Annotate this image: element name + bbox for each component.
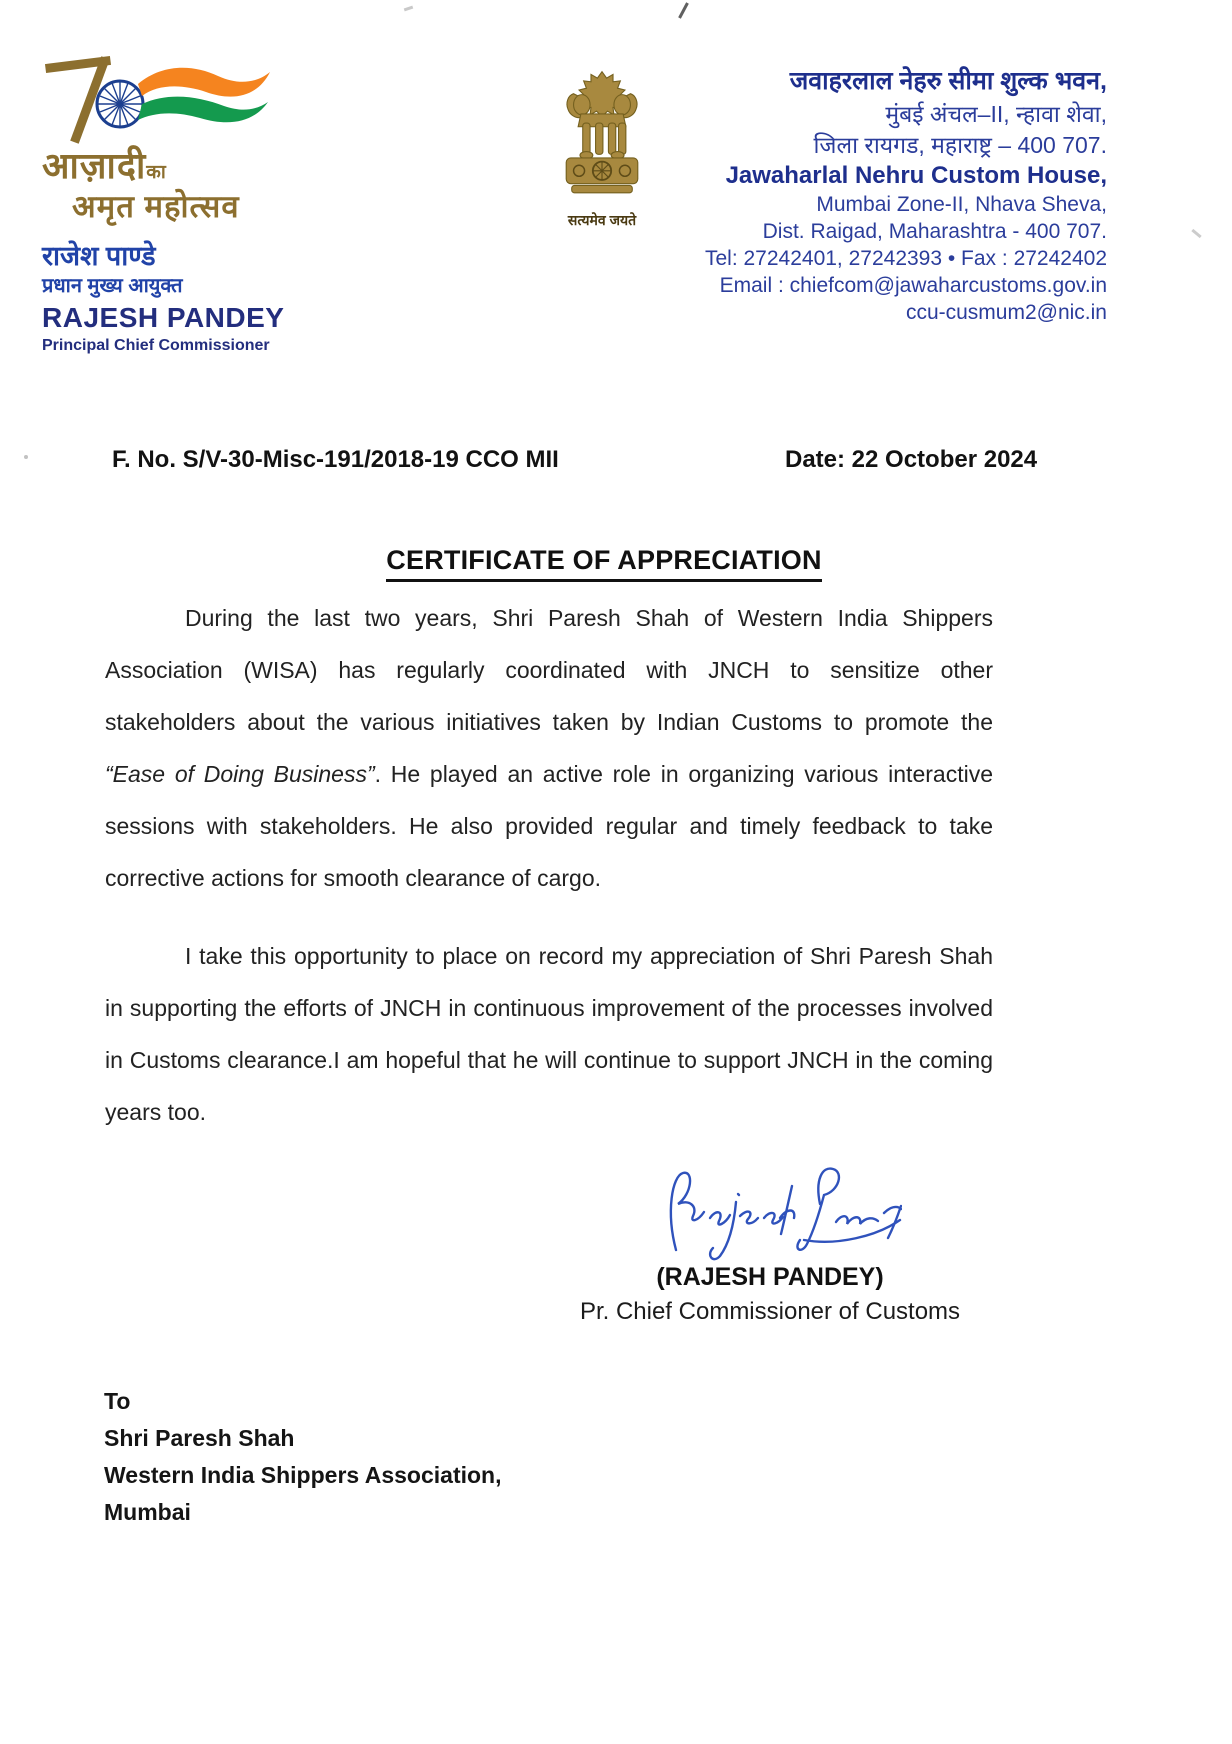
recipient-organisation: Western India Shippers Association, [104,1462,502,1488]
office-zone-english: Mumbai Zone-II, Nhava Sheva, [816,193,1107,216]
office-email: Email : chiefcom@jawaharcustoms.gov.in [719,274,1107,297]
azadi-ka-amrit-mahotsav-logo [42,52,292,223]
body-paragraph-2 [105,930,993,1138]
officer-designation-english: Principal Chief Commissioner [42,337,270,354]
signatory-designation: Pr. Chief Commissioner of Customs [579,1298,961,1325]
office-district-english: Dist. Raigad, Maharashtra - 400 707. [762,220,1107,243]
certificate-title: CERTIFICATE OF APPRECIATION [386,545,821,582]
scan-artifact [678,2,689,18]
para1-text-before: During the last two years, Shri Paresh Shah of Western India Shippers Association (WISA) has regularly coordinated with JNCH to sensitize other stakeholders about the various initiatives taken by Indian Customs to promote the [105,605,993,735]
azadi-word-small: का [146,162,167,183]
office-district-hindi: जिला रायगड, महाराष्ट्र – 400 707. [813,132,1107,158]
emblem-motto: सत्यमेव जयते [567,212,637,228]
office-zone-hindi: मुंबई अंचल–II, न्हावा शेवा, [885,101,1107,127]
recipient-name: Shri Paresh Shah [104,1425,295,1451]
azadi-75-flag-icon [42,52,272,144]
recipient-salutation: To [104,1388,131,1414]
signature-ink [652,1158,902,1268]
letter-date: Date: 22 October 2024 [785,446,1038,473]
office-name-english: Jawaharlal Nehru Custom House, [725,162,1107,189]
scan-artifact [24,455,28,459]
body-paragraph-1 [105,592,993,904]
office-address-block [705,64,1107,326]
scan-artifact [1191,229,1201,238]
officer-name-hindi: राजेश पाण्डे [42,241,156,271]
azadi-text-line2: अमृत महोत्सव [72,189,240,224]
azadi-text-line1 [42,145,292,190]
officer-designation-hindi: प्रधान मुख्य आयुक्त [42,275,183,297]
title-row [160,545,1048,582]
scan-artifact [404,6,413,12]
office-email-2: ccu-cusmum2@nic.in [905,301,1107,324]
officer-name-english: RAJESH PANDEY [42,302,285,333]
para1-text-after: . He played an active role in organizing various interactive sessions with stakeholders. He also provided regular and timely feedback to take corrective actions for smooth clearance of cargo. [105,761,993,891]
signatory-name: (RAJESH PANDEY) [656,1263,884,1291]
file-number: F. No. S/V-30-Misc-191/2018-19 CCO MII [112,446,559,473]
para2-text: I take this opportunity to place on record my appreciation of Shri Paresh Shah in supporting the efforts of JNCH in continuous improvement of the processes involved in Customs clearance.I am hopeful that he will continue to support JNCH in the coming years too. [105,943,993,1125]
state-emblem-of-india [556,68,648,230]
recipient-city: Mumbai [104,1499,191,1525]
office-telephone: Tel: 27242401, 27242393 • Fax : 27242402 [704,247,1107,270]
office-name-hindi: जवाहरलाल नेहरु सीमा शुल्क भवन, [789,67,1107,95]
recipient-block [104,1383,501,1531]
officer-block [42,240,284,356]
lion-capital-icon [560,68,644,202]
para1-text-italic: “Ease of Doing Business” [105,761,375,787]
azadi-word-big: आज़ादी [42,145,147,186]
